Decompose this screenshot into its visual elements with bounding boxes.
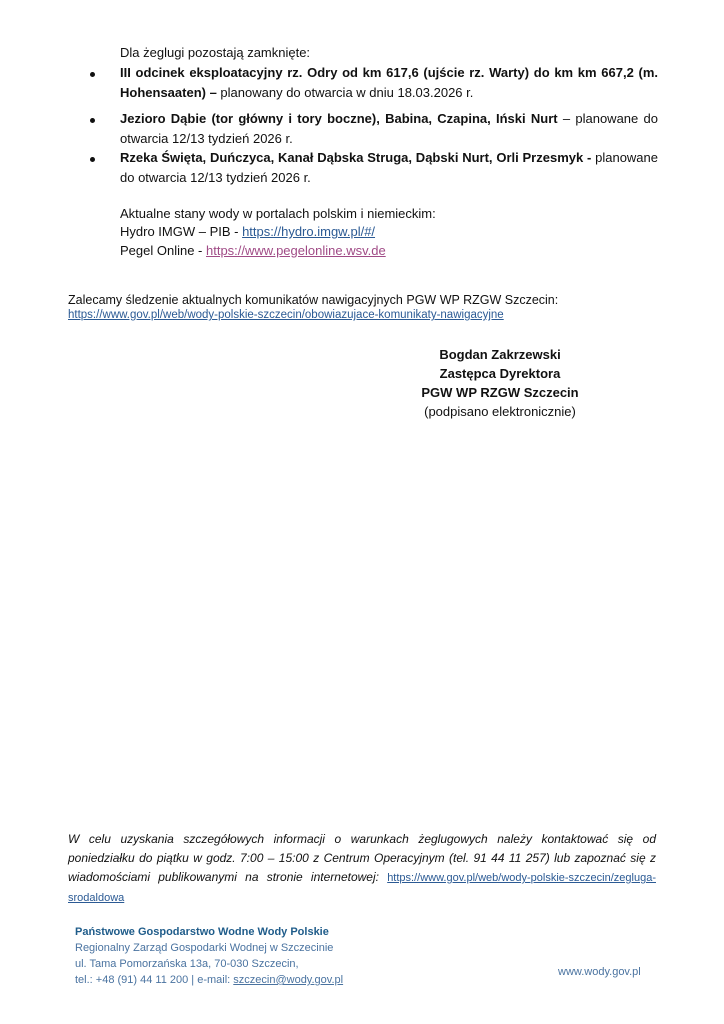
- footer-phone: tel.: +48 (91) 44 11 200 | e-mail:: [75, 974, 234, 986]
- pegel-line: [120, 241, 386, 260]
- pegel-link[interactable]: https://www.pegelonline.wsv.de: [206, 243, 386, 258]
- list-item: [120, 148, 658, 187]
- bullet-icon: [90, 72, 95, 77]
- signature-block: [380, 345, 620, 421]
- hydro-label: Hydro IMGW – PIB -: [120, 224, 243, 239]
- footer-email[interactable]: szczecin@wody.gov.pl: [233, 974, 344, 986]
- footer-org: [75, 924, 329, 940]
- item-rest: planowany do otwarcia w dniu 18.03.2026 r.: [216, 84, 474, 100]
- footer-address: ul. Tama Pomorzańska 13a, 70-030 Szczecin,: [75, 958, 299, 970]
- signature-note: (podpisano elektronicznie): [424, 404, 576, 419]
- info-note-text: W celu uzyskania szczegółowych informacji o warunkach żeglugowych należy kontaktować się od poniedziałku do piątku w godz. 7:00 – 15:00 z Centrum Operacyjnym (tel. 91 44 11 257) lub zapoznać się z wiadomościami publikowanymi na stronie internetowej:: [68, 832, 656, 884]
- signature-org: PGW WP RZGW Szczecin: [421, 385, 579, 400]
- item-bold: III odcinek eksploatacyjny rz. Odry od km 617,6 (ujście rz. Warty) do km km 667,2 (m. Hohensaaten) –: [120, 65, 658, 100]
- recommend-text: Zalecamy śledzenie aktualnych komunikatów nawigacyjnych PGW WP RZGW Szczecin:: [68, 293, 559, 307]
- list-item: [120, 63, 658, 102]
- item-rest: – planowane do otwarcia 12/13 tydzień 2026 r.: [120, 111, 658, 146]
- recommend-link[interactable]: https://www.gov.pl/web/wody-polskie-szczecin/obowiazujace-komunikaty-nawigacyjne: [68, 309, 504, 321]
- footer-website[interactable]: www.wody.gov.pl: [558, 966, 641, 978]
- item-bold: Jezioro Dąbie (tor główny i tory boczne), Babina, Czapina, Iński Nurt: [120, 111, 558, 126]
- info-note-link[interactable]: https://www.gov.pl/web/wody-polskie-szczecin/zegluga-srodaldowa: [68, 872, 656, 904]
- footer-line2: Regionalny Zarząd Gospodarki Wodnej w Szczecinie: [75, 942, 334, 954]
- info-note: [68, 830, 656, 908]
- item-rest: planowane do otwarcia 12/13 tydzień 2026 r.: [120, 150, 658, 185]
- intro-text: Dla żeglugi pozostają zamknięte:: [120, 45, 311, 60]
- footer-org-name: Państwowe Gospodarstwo Wodne Wody Polskie: [75, 926, 329, 938]
- hydro-line: [120, 222, 375, 241]
- bullet-icon: [90, 157, 95, 162]
- item-bold: Rzeka Święta, Duńczyca, Kanał Dąbska Struga, Dąbski Nurt, Orli Przesmyk -: [120, 150, 592, 165]
- footer-contact: [75, 972, 343, 988]
- list-item: [120, 109, 658, 148]
- bullet-icon: [90, 118, 95, 123]
- water-heading: Aktualne stany wody w portalach polskim i niemieckim:: [120, 206, 436, 221]
- pegel-label: Pegel Online -: [120, 243, 206, 258]
- hydro-link[interactable]: https://hydro.imgw.pl/#/: [242, 224, 376, 239]
- signature-name: Bogdan Zakrzewski: [439, 347, 561, 362]
- signature-position: Zastępca Dyrektora: [439, 366, 561, 381]
